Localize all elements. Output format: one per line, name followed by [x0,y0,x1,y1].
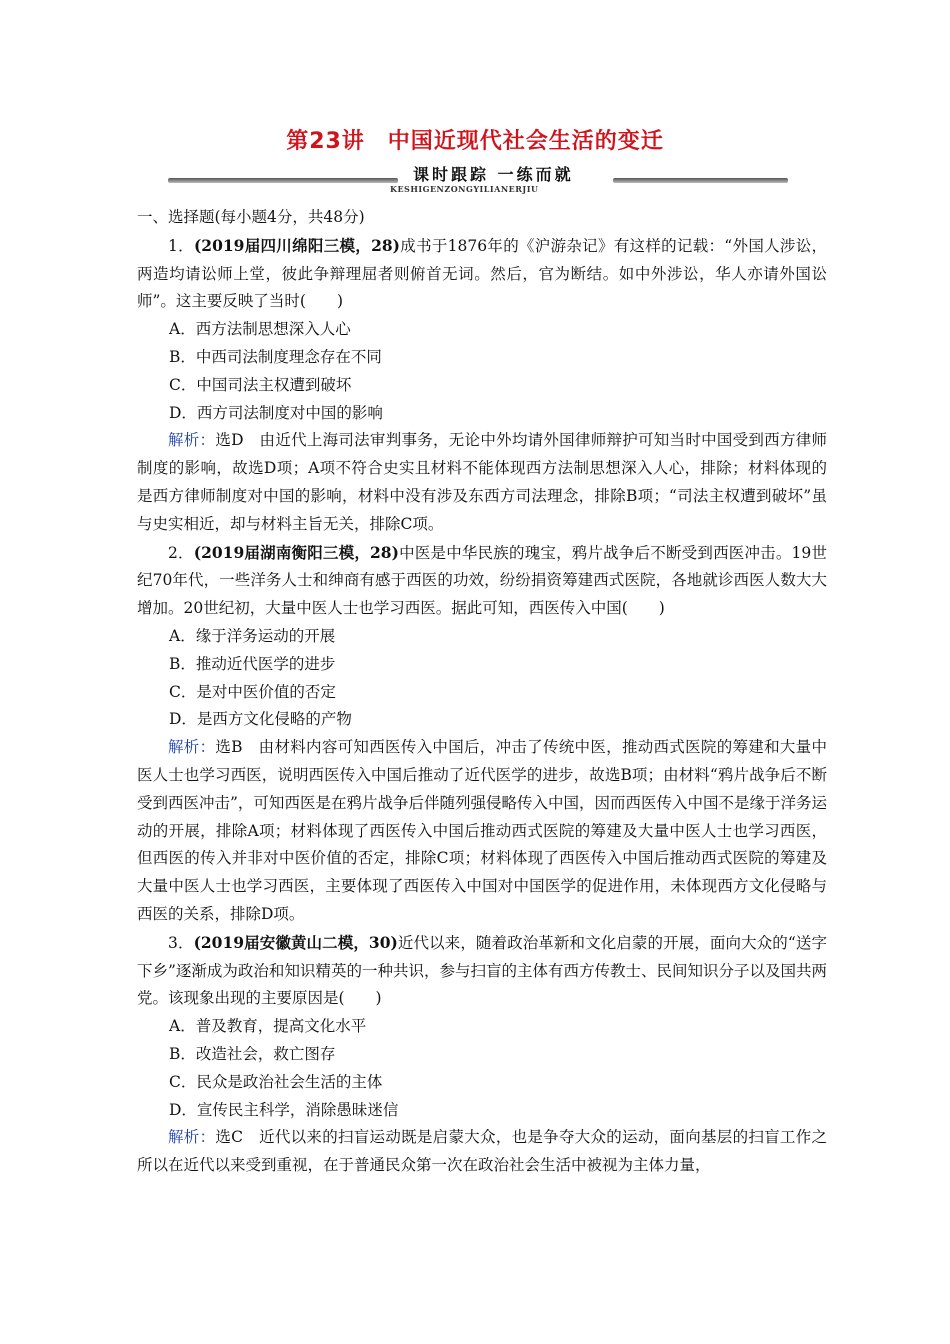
option-a: A．缘于洋务运动的开展 [169,626,336,645]
option-b: B．中西司法制度理念存在不同 [169,347,382,366]
question-source: (2019届湖南衡阳三模，28) [193,542,399,562]
page-title: 第23讲 中国近现代社会生活的变迁 [286,129,664,154]
analysis-text: 选C 近代以来的扫盲运动既是启蒙大众，也是争夺大众的运动，面向基层的扫盲工作之所以在近代以来受到重视，在于普通民众第一次在政治社会生活中被视为主体力量， [137,1128,827,1175]
analysis-text: 选D 由近代上海司法审判事务，无论中外均请外国律师辩护可知当时中国受到西方律师制度的影响，故选D项；A项不符合史实且材料不能体现西方法制思想深入人心，排除；材料体现的是西方律师制度对中国的影响，材料中没有涉及东西方司法理念，排除B项；“司法主权遭到破坏”虽与史实相近，却与材料主旨无关，排除C项。 [137,431,827,533]
question-stem: 中医是中华民族的瑰宝，鸦片战争后不断受到西医冲击。19世纪70年代，一些洋务人士和绅商有感于西医的功效，纷纷捐资筹建西式医院，各地就诊西医人数大大增加。20世纪初，大量中医人士也学习西医。据此可知，西医传入中国( ) [137,543,827,618]
option-d: D．西方司法制度对中国的影响 [169,403,383,422]
option-a: A．普及教育，提高文化水平 [169,1017,367,1036]
banner-pinyin: KESHIGENZONGYILIANERJIU [390,184,539,194]
question-number: 3． [168,933,194,952]
analysis-text: 选B 由材料内容可知西医传入中国后，冲击了传统中医，推动西式医院的筹建和大量中医人士也学习西医，说明西医传入中国后推动了近代医学的进步，故选B项；由材料“鸦片战争后不断受到西医冲击”，可知西医是在鸦片战争后伴随列强侵略传入中国，因而西医传入中国不是缘于洋务运动的开展，排除A项；材料体现了西医传入中国后推动西式医院的筹建及大量中医人士也学习西医，但西医的传入并非对中医价值的否定，排除C项；材料体现了西医传入中国后推动西式医院的筹建及大量中医人士也学习西医，主要体现了西医传入中国对中国医学的促进作用，未体现西方文化侵略与西医的关系，排除D项。 [137,738,827,923]
option-b: B．推动近代医学的进步 [169,654,336,673]
banner-label: 课时跟踪 一练而就 [413,165,574,184]
option-d: D．宣传民主科学，消除愚昧迷信 [169,1100,399,1119]
section-banner [168,162,788,200]
option-c: C．中国司法主权遭到破坏 [169,375,352,394]
analysis-3 [137,1124,827,1180]
option-d: D．是西方文化侵略的产物 [169,710,352,729]
question-3 [137,929,827,1013]
question-source: (2019届四川绵阳三模，28) [193,235,400,255]
banner-rule-left [168,178,398,183]
option-c: C．是对中医价值的否定 [169,682,336,701]
option-a: A．西方法制思想深入人心 [169,320,351,339]
question-stem: 成书于1876年的《沪游杂记》有这样的记载：“外国人涉讼，两造均请讼师上堂，彼此争辩理屈者则俯首无词。然后，官为断结。如中外涉讼，华人亦请外国讼师”。这主要反映了当时( ) [137,236,827,311]
banner-rule-right [613,178,788,183]
analysis-1 [137,427,827,538]
question-content [137,204,827,1180]
question-number: 1． [168,236,194,255]
question-2 [137,539,827,623]
section-heading: 一、选择题(每小题4分，共48分) [137,208,365,226]
option-b: B．改造社会，救亡图存 [169,1044,336,1063]
analysis-2 [137,734,827,929]
option-c: C．民众是政治社会生活的主体 [169,1072,383,1091]
question-1 [137,232,827,316]
analysis-label: 解析： [168,738,216,757]
question-stem: 近代以来，随着政治革新和文化启蒙的开展，面向大众的“送字下乡”逐渐成为政治和知识精英的一种共识，参与扫盲的主体有西方传教士、民间知识分子以及国共两党。该现象出现的主要原因是( ) [137,933,827,1008]
analysis-label: 解析： [168,431,216,450]
question-source: (2019届安徽黄山二模，30) [193,932,398,952]
analysis-label: 解析： [168,1128,216,1147]
question-number: 2． [168,543,194,562]
